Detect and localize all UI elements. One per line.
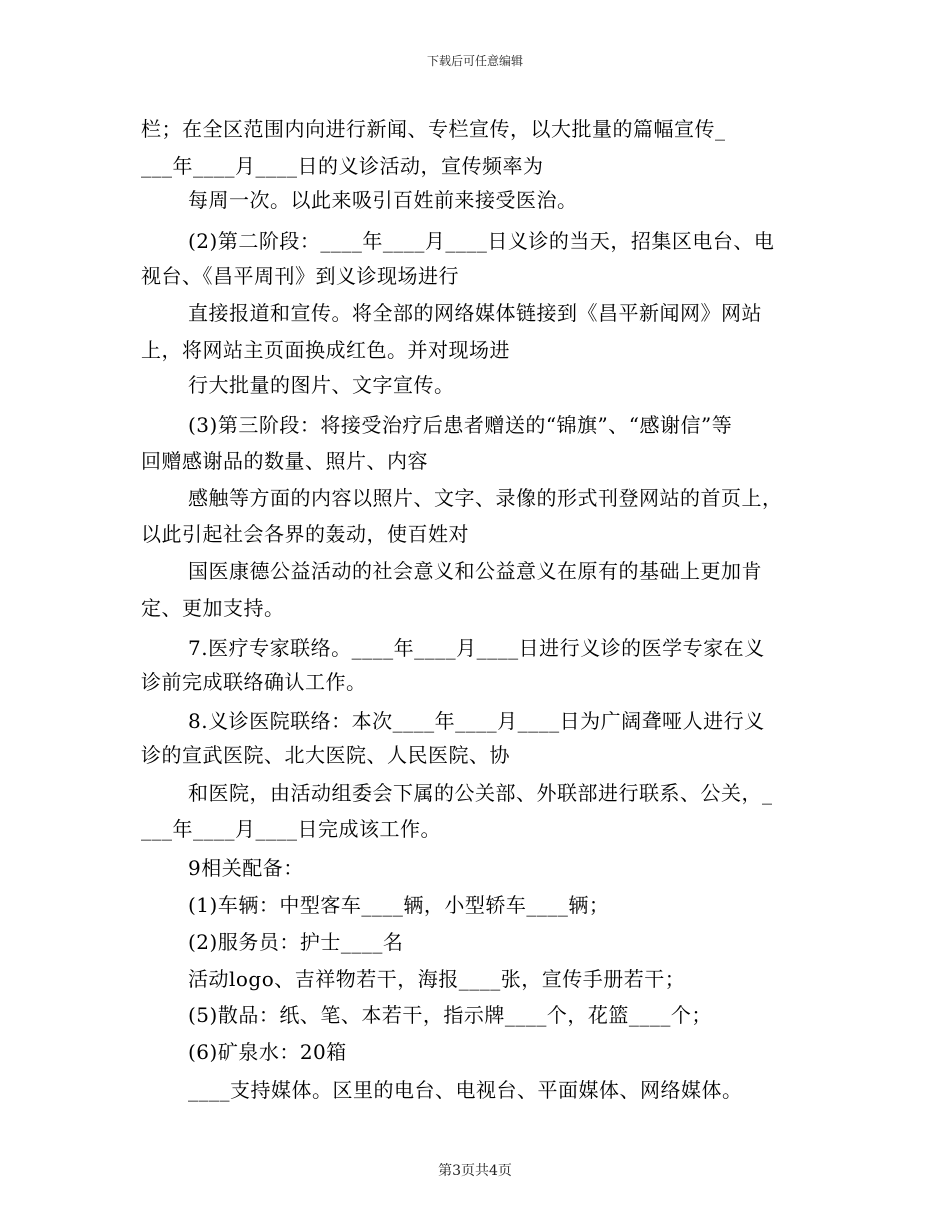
body-line-23: (2)服务员：护士____名 [188, 930, 404, 954]
body-line-4: (2)第二阶段：____年____月____日义诊的当天，招集区电台、电 [188, 229, 775, 253]
body-line-7: 上，将网站主页面换成红色。并对现场进 [141, 338, 510, 362]
body-line-12: 以此引起社会各界的轰动，使百姓对 [141, 522, 469, 546]
body-line-5: 视台、《昌平周刊》到义诊现场进行 [141, 264, 459, 288]
body-line-26: (6)矿泉水：20箱 [188, 1040, 347, 1064]
body-line-17: 8.义诊医院联络：本次____年____月____日为广阔聋哑人进行义 [188, 709, 765, 733]
body-line-21: 9相关配备： [188, 856, 304, 880]
body-line-24: 活动logo、吉祥物若干，海报____张，宣传手册若干； [188, 967, 686, 991]
body-line-9: (3)第三阶段：将接受治疗后患者赠送的“锦旗”、“感谢信”等 [188, 413, 733, 437]
body-line-11: 感触等方面的内容以照片、文字、录像的形式刊登网站的首页上， [188, 486, 783, 510]
body-line-16: 诊前完成联络确认工作。 [141, 670, 367, 694]
page-footer: 第3页共4页 [438, 1163, 512, 1179]
body-line-8: 行大批量的图片、文字宣传。 [188, 373, 455, 397]
body-line-20: ___年____月____日完成该工作。 [141, 817, 441, 841]
body-line-14: 定、更加支持。 [141, 596, 285, 620]
body-line-27: ____支持媒体。区里的电台、电视台、平面媒体、网络媒体。 [188, 1078, 743, 1102]
body-line-2: ___年____月____日的义诊活动，宣传频率为 [141, 154, 544, 178]
body-line-3: 每周一次。以此来吸引百姓前来接受医治。 [188, 188, 578, 212]
body-line-25: (5)散品：纸、笔、本若干，指示牌____个，花篮____个； [188, 1003, 712, 1027]
body-line-6: 直接报道和宣传。将全部的网络媒体链接到《昌平新闻网》网站 [188, 301, 762, 325]
body-line-18: 诊的宣武医院、北大医院、人民医院、协 [141, 743, 510, 767]
body-line-15: 7.医疗专家联络。____年____月____日进行义诊的医学专家在义 [188, 636, 765, 660]
body-line-13: 国医康德公益活动的社会意义和公益意义在原有的基础上更加肯 [188, 559, 762, 583]
body-line-22: (1)车辆：中型客车____辆，小型轿车____辆； [188, 893, 610, 917]
body-line-19: 和医院，由活动组委会下属的公关部、外联部进行联系、公关，_ [188, 781, 773, 805]
page-header: 下载后可任意编辑 [426, 54, 523, 68]
body-line-1: 栏；在全区范围内向进行新闻、专栏宣传，以大批量的篇幅宣传_ [141, 117, 726, 141]
body-line-10: 回赠感谢品的数量、照片、内容 [141, 449, 428, 473]
